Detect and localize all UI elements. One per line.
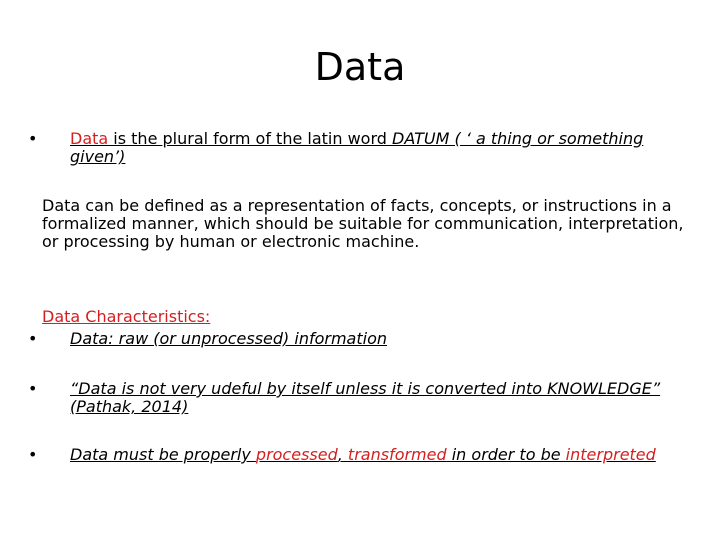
slide-title: Data	[314, 45, 406, 89]
bullet-processed-data	[28, 446, 656, 464]
knowledge-quote-text: “Data is not very udeful by itself unless it is converted into KNOWLEDGE” (Pathak, 2014)	[70, 379, 661, 416]
interpreted-word: interpreted	[565, 445, 656, 464]
processed-word: processed	[255, 445, 338, 464]
characteristics-heading: Data Characteristics:	[42, 307, 211, 326]
definition-paragraph	[42, 197, 692, 251]
raw-information-text: Data: raw (or unprocessed) information	[70, 329, 387, 348]
data-term: Data	[70, 129, 109, 148]
definition-text: can be defined as a representation of facts, concepts, or instructions in a formalized manner, which should be suitable for communication, interpretation, or processing by human or electronic machine.	[42, 196, 684, 251]
bullet-plural-text	[70, 130, 680, 166]
plural-text: is the plural form of the latin word	[108, 129, 393, 148]
bullet-marker: •	[28, 379, 38, 398]
bullet-marker: •	[28, 445, 38, 464]
definition-term: Data	[42, 196, 81, 215]
bullet-knowledge-quote	[28, 380, 680, 416]
processed-part-1: Data must be properly	[70, 445, 256, 464]
bullet-raw-information	[28, 330, 387, 348]
bullet-marker: •	[28, 129, 38, 148]
processed-data-text	[70, 446, 656, 464]
datum-text: DATUM ( ‘ a thing or something given’)	[70, 129, 644, 166]
bullet-marker: •	[28, 329, 38, 348]
transformed-word: transformed	[347, 445, 447, 464]
bullet-plural-form	[28, 130, 688, 166]
processed-part-2: ,	[337, 445, 348, 464]
processed-part-3: in order to be	[446, 445, 566, 464]
